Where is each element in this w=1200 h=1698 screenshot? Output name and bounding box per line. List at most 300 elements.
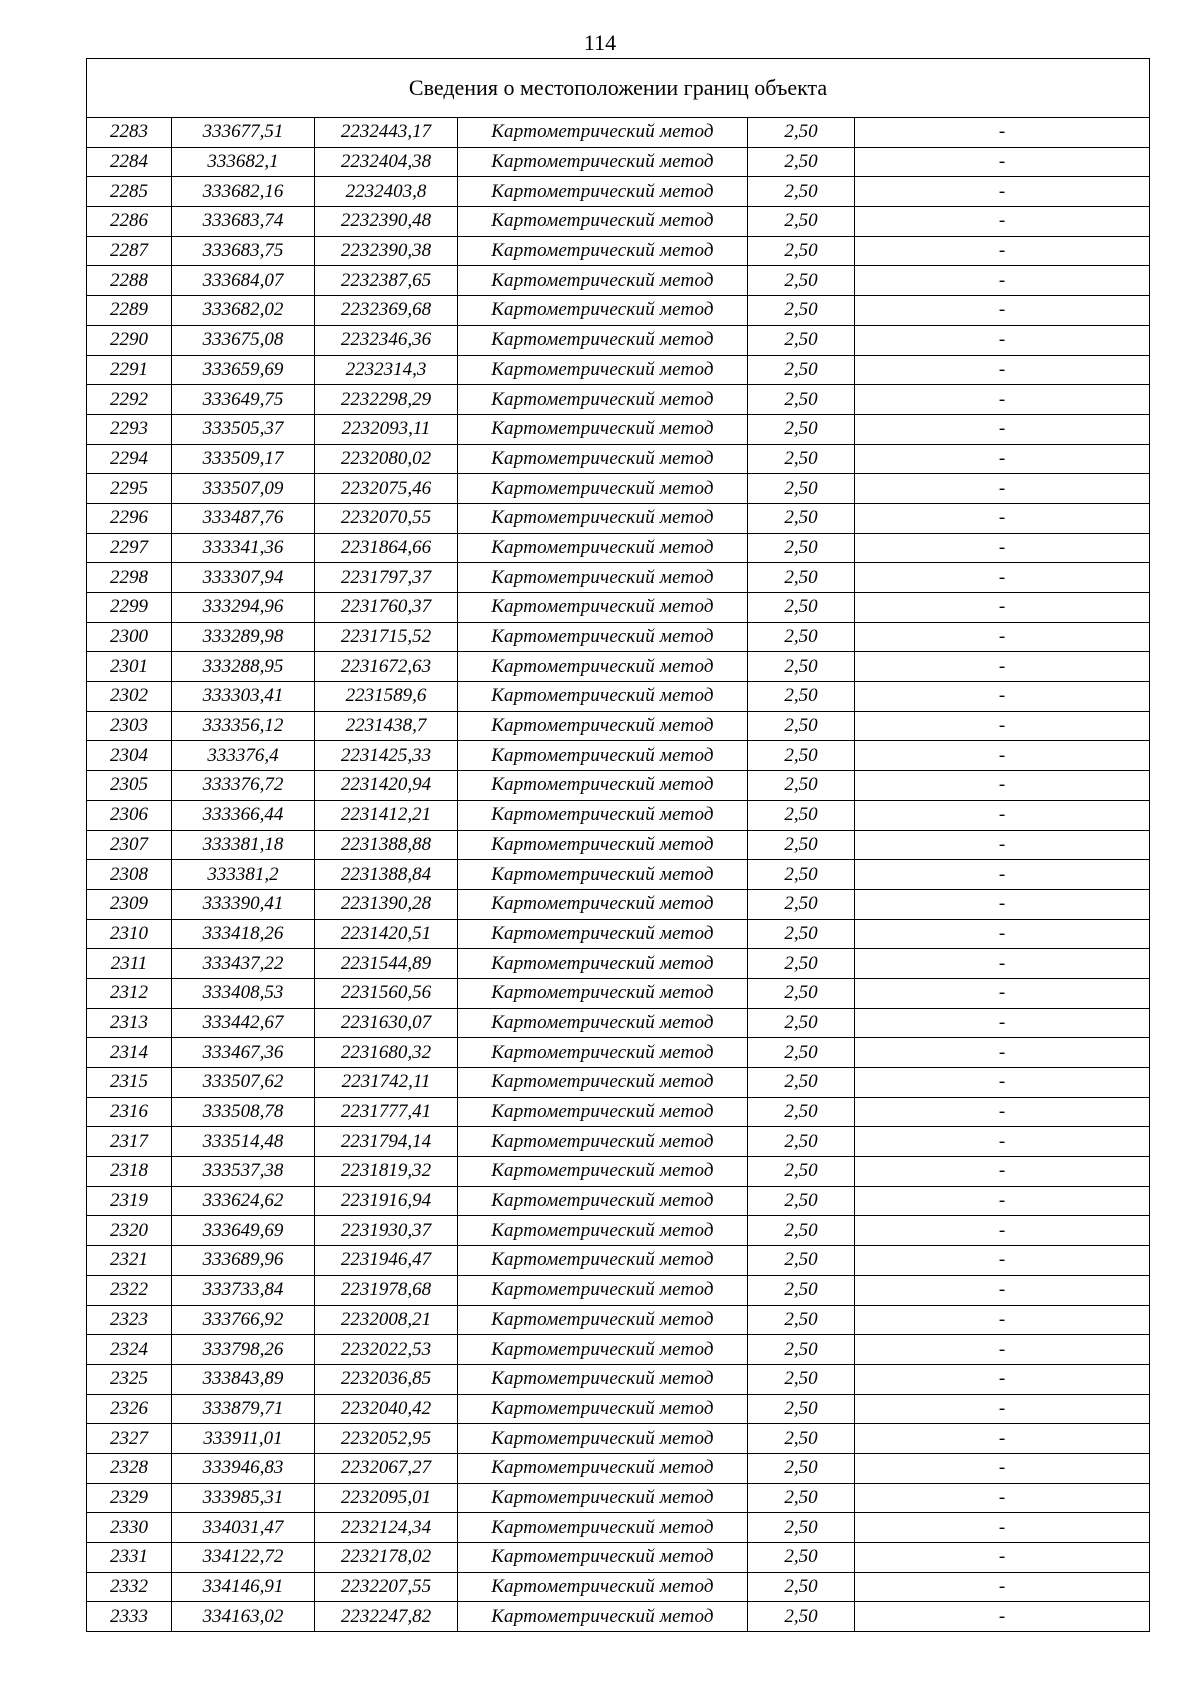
y-coordinate-cell: 2231390,28 <box>315 889 458 919</box>
y-coordinate-cell: 2231797,37 <box>315 563 458 593</box>
precision-cell: 2,50 <box>748 1127 855 1157</box>
y-coordinate-cell: 2231438,7 <box>315 711 458 741</box>
y-coordinate-cell: 2232390,48 <box>315 207 458 237</box>
precision-cell: 2,50 <box>748 1275 855 1305</box>
description-cell: - <box>855 1246 1150 1276</box>
description-cell: - <box>855 1157 1150 1187</box>
table-row <box>87 771 1150 801</box>
table-row <box>87 385 1150 415</box>
method-cell: Картометрический метод <box>458 1068 748 1098</box>
method-cell: Картометрический метод <box>458 830 748 860</box>
precision-cell: 2,50 <box>748 1216 855 1246</box>
x-coordinate-cell: 333911,01 <box>172 1424 315 1454</box>
table-row <box>87 622 1150 652</box>
precision-cell: 2,50 <box>748 771 855 801</box>
point-number-cell: 2285 <box>87 177 172 207</box>
y-coordinate-cell: 2231425,33 <box>315 741 458 771</box>
x-coordinate-cell: 333289,98 <box>172 622 315 652</box>
description-cell: - <box>855 207 1150 237</box>
x-coordinate-cell: 333766,92 <box>172 1305 315 1335</box>
table-row <box>87 1275 1150 1305</box>
precision-cell: 2,50 <box>748 325 855 355</box>
precision-cell: 2,50 <box>748 207 855 237</box>
point-number-cell: 2290 <box>87 325 172 355</box>
y-coordinate-cell: 2231819,32 <box>315 1157 458 1187</box>
method-cell: Картометрический метод <box>458 1216 748 1246</box>
table-row <box>87 207 1150 237</box>
point-number-cell: 2324 <box>87 1335 172 1365</box>
precision-cell: 2,50 <box>748 1038 855 1068</box>
x-coordinate-cell: 333390,41 <box>172 889 315 919</box>
precision-cell: 2,50 <box>748 919 855 949</box>
description-cell: - <box>855 741 1150 771</box>
y-coordinate-cell: 2231420,51 <box>315 919 458 949</box>
x-coordinate-cell: 333508,78 <box>172 1097 315 1127</box>
precision-cell: 2,50 <box>748 889 855 919</box>
x-coordinate-cell: 334031,47 <box>172 1513 315 1543</box>
precision-cell: 2,50 <box>748 741 855 771</box>
point-number-cell: 2325 <box>87 1364 172 1394</box>
method-cell: Картометрический метод <box>458 474 748 504</box>
precision-cell: 2,50 <box>748 978 855 1008</box>
y-coordinate-cell: 2231916,94 <box>315 1186 458 1216</box>
table-row <box>87 860 1150 890</box>
point-number-cell: 2292 <box>87 385 172 415</box>
y-coordinate-cell: 2231680,32 <box>315 1038 458 1068</box>
y-coordinate-cell: 2232067,27 <box>315 1453 458 1483</box>
description-cell: - <box>855 325 1150 355</box>
point-number-cell: 2302 <box>87 682 172 712</box>
y-coordinate-cell: 2232346,36 <box>315 325 458 355</box>
method-cell: Картометрический метод <box>458 593 748 623</box>
precision-cell: 2,50 <box>748 1097 855 1127</box>
description-cell: - <box>855 593 1150 623</box>
precision-cell: 2,50 <box>748 147 855 177</box>
point-number-cell: 2314 <box>87 1038 172 1068</box>
x-coordinate-cell: 333675,08 <box>172 325 315 355</box>
method-cell: Картометрический метод <box>458 385 748 415</box>
method-cell: Картометрический метод <box>458 652 748 682</box>
method-cell: Картометрический метод <box>458 325 748 355</box>
description-cell: - <box>855 1364 1150 1394</box>
method-cell: Картометрический метод <box>458 1275 748 1305</box>
table-row <box>87 1572 1150 1602</box>
table-row <box>87 593 1150 623</box>
x-coordinate-cell: 333507,09 <box>172 474 315 504</box>
boundary-table-container <box>86 58 1149 1632</box>
method-cell: Картометрический метод <box>458 1572 748 1602</box>
y-coordinate-cell: 2232247,82 <box>315 1602 458 1632</box>
method-cell: Картометрический метод <box>458 1453 748 1483</box>
x-coordinate-cell: 333442,67 <box>172 1008 315 1038</box>
method-cell: Картометрический метод <box>458 266 748 296</box>
table-row <box>87 1127 1150 1157</box>
y-coordinate-cell: 2231715,52 <box>315 622 458 652</box>
point-number-cell: 2326 <box>87 1394 172 1424</box>
description-cell: - <box>855 622 1150 652</box>
table-body <box>87 118 1150 1632</box>
description-cell: - <box>855 682 1150 712</box>
x-coordinate-cell: 333843,89 <box>172 1364 315 1394</box>
method-cell: Картометрический метод <box>458 236 748 266</box>
x-coordinate-cell: 333437,22 <box>172 949 315 979</box>
x-coordinate-cell: 334146,91 <box>172 1572 315 1602</box>
x-coordinate-cell: 333879,71 <box>172 1394 315 1424</box>
precision-cell: 2,50 <box>748 1453 855 1483</box>
point-number-cell: 2327 <box>87 1424 172 1454</box>
table-row <box>87 741 1150 771</box>
y-coordinate-cell: 2231560,56 <box>315 978 458 1008</box>
point-number-cell: 2297 <box>87 533 172 563</box>
y-coordinate-cell: 2232093,11 <box>315 414 458 444</box>
method-cell: Картометрический метод <box>458 147 748 177</box>
point-number-cell: 2284 <box>87 147 172 177</box>
x-coordinate-cell: 333288,95 <box>172 652 315 682</box>
description-cell: - <box>855 830 1150 860</box>
point-number-cell: 2317 <box>87 1127 172 1157</box>
method-cell: Картометрический метод <box>458 682 748 712</box>
x-coordinate-cell: 333682,16 <box>172 177 315 207</box>
x-coordinate-cell: 333303,41 <box>172 682 315 712</box>
precision-cell: 2,50 <box>748 1483 855 1513</box>
x-coordinate-cell: 333649,75 <box>172 385 315 415</box>
point-number-cell: 2303 <box>87 711 172 741</box>
point-number-cell: 2320 <box>87 1216 172 1246</box>
x-coordinate-cell: 333649,69 <box>172 1216 315 1246</box>
method-cell: Картометрический метод <box>458 860 748 890</box>
method-cell: Картометрический метод <box>458 800 748 830</box>
point-number-cell: 2289 <box>87 296 172 326</box>
point-number-cell: 2293 <box>87 414 172 444</box>
y-coordinate-cell: 2232404,38 <box>315 147 458 177</box>
point-number-cell: 2296 <box>87 503 172 533</box>
table-row <box>87 1038 1150 1068</box>
description-cell: - <box>855 1186 1150 1216</box>
boundary-coordinates-table <box>86 58 1150 1632</box>
precision-cell: 2,50 <box>748 800 855 830</box>
table-row <box>87 444 1150 474</box>
x-coordinate-cell: 333376,4 <box>172 741 315 771</box>
x-coordinate-cell: 333985,31 <box>172 1483 315 1513</box>
method-cell: Картометрический метод <box>458 563 748 593</box>
description-cell: - <box>855 236 1150 266</box>
table-row <box>87 414 1150 444</box>
table-row <box>87 1305 1150 1335</box>
y-coordinate-cell: 2232298,29 <box>315 385 458 415</box>
precision-cell: 2,50 <box>748 177 855 207</box>
method-cell: Картометрический метод <box>458 1305 748 1335</box>
point-number-cell: 2309 <box>87 889 172 919</box>
table-row <box>87 830 1150 860</box>
x-coordinate-cell: 333341,36 <box>172 533 315 563</box>
point-number-cell: 2330 <box>87 1513 172 1543</box>
x-coordinate-cell: 333487,76 <box>172 503 315 533</box>
table-row <box>87 1335 1150 1365</box>
method-cell: Картометрический метод <box>458 1394 748 1424</box>
description-cell: - <box>855 949 1150 979</box>
precision-cell: 2,50 <box>748 1364 855 1394</box>
y-coordinate-cell: 2232040,42 <box>315 1394 458 1424</box>
y-coordinate-cell: 2231978,68 <box>315 1275 458 1305</box>
precision-cell: 2,50 <box>748 414 855 444</box>
description-cell: - <box>855 1216 1150 1246</box>
description-cell: - <box>855 444 1150 474</box>
precision-cell: 2,50 <box>748 474 855 504</box>
y-coordinate-cell: 2231412,21 <box>315 800 458 830</box>
y-coordinate-cell: 2232207,55 <box>315 1572 458 1602</box>
method-cell: Картометрический метод <box>458 1097 748 1127</box>
method-cell: Картометрический метод <box>458 414 748 444</box>
description-cell: - <box>855 771 1150 801</box>
y-coordinate-cell: 2232080,02 <box>315 444 458 474</box>
method-cell: Картометрический метод <box>458 1364 748 1394</box>
point-number-cell: 2319 <box>87 1186 172 1216</box>
table-row <box>87 177 1150 207</box>
x-coordinate-cell: 333509,17 <box>172 444 315 474</box>
description-cell: - <box>855 414 1150 444</box>
x-coordinate-cell: 333683,75 <box>172 236 315 266</box>
precision-cell: 2,50 <box>748 1157 855 1187</box>
method-cell: Картометрический метод <box>458 1246 748 1276</box>
point-number-cell: 2283 <box>87 118 172 148</box>
table-row <box>87 1246 1150 1276</box>
y-coordinate-cell: 2232369,68 <box>315 296 458 326</box>
precision-cell: 2,50 <box>748 533 855 563</box>
description-cell: - <box>855 860 1150 890</box>
method-cell: Картометрический метод <box>458 978 748 1008</box>
method-cell: Картометрический метод <box>458 1543 748 1573</box>
precision-cell: 2,50 <box>748 503 855 533</box>
description-cell: - <box>855 474 1150 504</box>
precision-cell: 2,50 <box>748 652 855 682</box>
table-row <box>87 1097 1150 1127</box>
y-coordinate-cell: 2232387,65 <box>315 266 458 296</box>
table-row <box>87 1216 1150 1246</box>
precision-cell: 2,50 <box>748 1008 855 1038</box>
x-coordinate-cell: 333307,94 <box>172 563 315 593</box>
precision-cell: 2,50 <box>748 830 855 860</box>
precision-cell: 2,50 <box>748 1394 855 1424</box>
x-coordinate-cell: 333418,26 <box>172 919 315 949</box>
x-coordinate-cell: 333677,51 <box>172 118 315 148</box>
point-number-cell: 2300 <box>87 622 172 652</box>
table-row <box>87 949 1150 979</box>
y-coordinate-cell: 2232443,17 <box>315 118 458 148</box>
description-cell: - <box>855 919 1150 949</box>
point-number-cell: 2304 <box>87 741 172 771</box>
method-cell: Картометрический метод <box>458 1127 748 1157</box>
table-row <box>87 503 1150 533</box>
precision-cell: 2,50 <box>748 296 855 326</box>
point-number-cell: 2299 <box>87 593 172 623</box>
description-cell: - <box>855 563 1150 593</box>
table-row <box>87 978 1150 1008</box>
precision-cell: 2,50 <box>748 1246 855 1276</box>
x-coordinate-cell: 333507,62 <box>172 1068 315 1098</box>
x-coordinate-cell: 333376,72 <box>172 771 315 801</box>
description-cell: - <box>855 1483 1150 1513</box>
x-coordinate-cell: 333366,44 <box>172 800 315 830</box>
method-cell: Картометрический метод <box>458 207 748 237</box>
method-cell: Картометрический метод <box>458 1008 748 1038</box>
point-number-cell: 2291 <box>87 355 172 385</box>
table-row <box>87 1186 1150 1216</box>
method-cell: Картометрический метод <box>458 711 748 741</box>
description-cell: - <box>855 266 1150 296</box>
precision-cell: 2,50 <box>748 563 855 593</box>
description-cell: - <box>855 1453 1150 1483</box>
table-row <box>87 1543 1150 1573</box>
description-cell: - <box>855 1394 1150 1424</box>
precision-cell: 2,50 <box>748 1335 855 1365</box>
x-coordinate-cell: 333682,02 <box>172 296 315 326</box>
precision-cell: 2,50 <box>748 949 855 979</box>
description-cell: - <box>855 1038 1150 1068</box>
y-coordinate-cell: 2232075,46 <box>315 474 458 504</box>
y-coordinate-cell: 2231589,6 <box>315 682 458 712</box>
x-coordinate-cell: 333294,96 <box>172 593 315 623</box>
y-coordinate-cell: 2231630,07 <box>315 1008 458 1038</box>
table-row <box>87 682 1150 712</box>
method-cell: Картометрический метод <box>458 177 748 207</box>
description-cell: - <box>855 889 1150 919</box>
y-coordinate-cell: 2232178,02 <box>315 1543 458 1573</box>
y-coordinate-cell: 2232124,34 <box>315 1513 458 1543</box>
y-coordinate-cell: 2232403,8 <box>315 177 458 207</box>
y-coordinate-cell: 2232070,55 <box>315 503 458 533</box>
point-number-cell: 2316 <box>87 1097 172 1127</box>
point-number-cell: 2306 <box>87 800 172 830</box>
y-coordinate-cell: 2231672,63 <box>315 652 458 682</box>
table-row <box>87 1394 1150 1424</box>
x-coordinate-cell: 333624,62 <box>172 1186 315 1216</box>
y-coordinate-cell: 2232036,85 <box>315 1364 458 1394</box>
table-row <box>87 919 1150 949</box>
point-number-cell: 2301 <box>87 652 172 682</box>
precision-cell: 2,50 <box>748 711 855 741</box>
x-coordinate-cell: 333684,07 <box>172 266 315 296</box>
method-cell: Картометрический метод <box>458 949 748 979</box>
description-cell: - <box>855 1305 1150 1335</box>
point-number-cell: 2333 <box>87 1602 172 1632</box>
precision-cell: 2,50 <box>748 355 855 385</box>
y-coordinate-cell: 2231420,94 <box>315 771 458 801</box>
method-cell: Картометрический метод <box>458 889 748 919</box>
precision-cell: 2,50 <box>748 385 855 415</box>
point-number-cell: 2323 <box>87 1305 172 1335</box>
y-coordinate-cell: 2232008,21 <box>315 1305 458 1335</box>
method-cell: Картометрический метод <box>458 622 748 652</box>
precision-cell: 2,50 <box>748 118 855 148</box>
point-number-cell: 2286 <box>87 207 172 237</box>
table-row <box>87 296 1150 326</box>
description-cell: - <box>855 355 1150 385</box>
point-number-cell: 2310 <box>87 919 172 949</box>
point-number-cell: 2318 <box>87 1157 172 1187</box>
table-row <box>87 1364 1150 1394</box>
x-coordinate-cell: 333682,1 <box>172 147 315 177</box>
x-coordinate-cell: 333514,48 <box>172 1127 315 1157</box>
point-number-cell: 2288 <box>87 266 172 296</box>
method-cell: Картометрический метод <box>458 503 748 533</box>
point-number-cell: 2311 <box>87 949 172 979</box>
point-number-cell: 2328 <box>87 1453 172 1483</box>
table-row <box>87 236 1150 266</box>
y-coordinate-cell: 2231388,88 <box>315 830 458 860</box>
method-cell: Картометрический метод <box>458 741 748 771</box>
description-cell: - <box>855 1572 1150 1602</box>
precision-cell: 2,50 <box>748 593 855 623</box>
table-row <box>87 711 1150 741</box>
point-number-cell: 2308 <box>87 860 172 890</box>
description-cell: - <box>855 1335 1150 1365</box>
method-cell: Картометрический метод <box>458 1335 748 1365</box>
x-coordinate-cell: 333408,53 <box>172 978 315 1008</box>
point-number-cell: 2298 <box>87 563 172 593</box>
precision-cell: 2,50 <box>748 236 855 266</box>
precision-cell: 2,50 <box>748 622 855 652</box>
table-caption: Сведения о местоположении границ объекта <box>87 59 1150 118</box>
point-number-cell: 2295 <box>87 474 172 504</box>
x-coordinate-cell: 334122,72 <box>172 1543 315 1573</box>
description-cell: - <box>855 1543 1150 1573</box>
point-number-cell: 2329 <box>87 1483 172 1513</box>
description-cell: - <box>855 1127 1150 1157</box>
table-row <box>87 118 1150 148</box>
table-row <box>87 652 1150 682</box>
method-cell: Картометрический метод <box>458 1602 748 1632</box>
y-coordinate-cell: 2231544,89 <box>315 949 458 979</box>
y-coordinate-cell: 2232022,53 <box>315 1335 458 1365</box>
method-cell: Картометрический метод <box>458 296 748 326</box>
method-cell: Картометрический метод <box>458 355 748 385</box>
description-cell: - <box>855 800 1150 830</box>
y-coordinate-cell: 2232095,01 <box>315 1483 458 1513</box>
precision-cell: 2,50 <box>748 682 855 712</box>
method-cell: Картометрический метод <box>458 118 748 148</box>
y-coordinate-cell: 2232052,95 <box>315 1424 458 1454</box>
table-row <box>87 1068 1150 1098</box>
y-coordinate-cell: 2231777,41 <box>315 1097 458 1127</box>
point-number-cell: 2312 <box>87 978 172 1008</box>
table-row <box>87 1157 1150 1187</box>
table-row <box>87 325 1150 355</box>
y-coordinate-cell: 2232314,3 <box>315 355 458 385</box>
description-cell: - <box>855 1602 1150 1632</box>
point-number-cell: 2307 <box>87 830 172 860</box>
method-cell: Картометрический метод <box>458 1483 748 1513</box>
table-row <box>87 1008 1150 1038</box>
description-cell: - <box>855 1008 1150 1038</box>
y-coordinate-cell: 2231864,66 <box>315 533 458 563</box>
method-cell: Картометрический метод <box>458 1157 748 1187</box>
point-number-cell: 2321 <box>87 1246 172 1276</box>
method-cell: Картометрический метод <box>458 1038 748 1068</box>
point-number-cell: 2305 <box>87 771 172 801</box>
y-coordinate-cell: 2231742,11 <box>315 1068 458 1098</box>
table-row <box>87 800 1150 830</box>
description-cell: - <box>855 1513 1150 1543</box>
method-cell: Картометрический метод <box>458 1513 748 1543</box>
method-cell: Картометрический метод <box>458 533 748 563</box>
description-cell: - <box>855 385 1150 415</box>
y-coordinate-cell: 2231760,37 <box>315 593 458 623</box>
x-coordinate-cell: 333733,84 <box>172 1275 315 1305</box>
table-row <box>87 1483 1150 1513</box>
point-number-cell: 2313 <box>87 1008 172 1038</box>
x-coordinate-cell: 333381,18 <box>172 830 315 860</box>
y-coordinate-cell: 2231794,14 <box>315 1127 458 1157</box>
